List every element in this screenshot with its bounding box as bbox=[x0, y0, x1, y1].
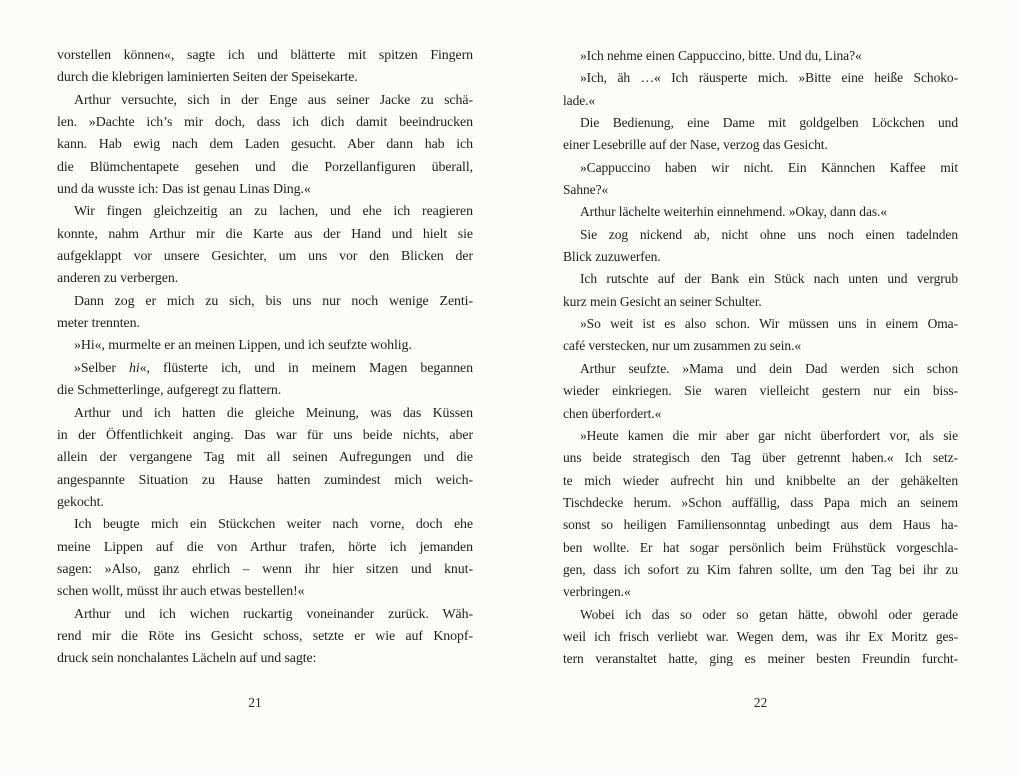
text-line: Sahne?« bbox=[563, 182, 609, 198]
text-line: Arthur seufzte. »Mama und dein Dad werden sich schon bbox=[580, 360, 958, 376]
text-line: te mich wieder aufrecht hin und knibbelte an der gehäkelten bbox=[563, 472, 958, 488]
text-line: kurz mein Gesicht an seiner Schulter. bbox=[563, 293, 762, 309]
text-line: konnte, nahm Arthur mir die Karte aus der Hand und hielt sie bbox=[57, 226, 473, 242]
text-line: len. »Dachte ich’s mir doch, dass ich dich damit beeindrucken bbox=[57, 115, 473, 131]
text-line: »Hi«, murmelte er an meinen Lippen, und ich seufzte wohlig. bbox=[74, 338, 412, 354]
text-line: »Cappuccino haben wir nicht. Ein Kännchen Kaffee mit bbox=[580, 159, 958, 175]
text-line: Wir fingen gleichzeitig an zu lachen, und ehe ich reagieren bbox=[74, 204, 473, 220]
text-line: in der Öffentlichkeit anging. Das war für uns beide nichts, aber bbox=[57, 427, 473, 443]
text-line: ben wollte. Er hat sogar persönlich beim Frühstück vorgeschla- bbox=[563, 539, 958, 555]
page-left-text bbox=[57, 45, 473, 671]
text-line: schen wollt, müsst ihr auch etwas bestellen!« bbox=[57, 584, 305, 600]
page-right-number: 22 bbox=[753, 695, 768, 710]
text-line: Wobei ich das so oder so getan hätte, obwohl oder gerade bbox=[580, 606, 958, 622]
text-line: gekocht. bbox=[57, 494, 104, 510]
text-line: Arthur versuchte, sich in der Enge aus seiner Jacke zu schä- bbox=[74, 92, 473, 108]
text-line: Blick zuzuwerfen. bbox=[563, 249, 661, 265]
text-line: Arthur und ich hatten die gleiche Meinung, was das Küssen bbox=[74, 405, 473, 421]
text-line: meine Lippen auf die von Arthur trafen, hörte ich jemanden bbox=[57, 539, 473, 555]
text-line: sagen: »Also, ganz ehrlich – wenn ihr hier sitzen und knut- bbox=[57, 561, 473, 577]
text-line: »So weit ist es also schon. Wir müssen uns in einem Oma- bbox=[580, 316, 958, 332]
text-line: verbringen.« bbox=[563, 584, 631, 600]
text-line: die Blümchentapete gesehen und die Porzellanfiguren überall, bbox=[57, 159, 473, 175]
text-line: angespannte Situation zu Hause hatten zumindest mich weich- bbox=[57, 472, 473, 488]
text-line: und da wusste ich: Das ist genau Linas Ding.« bbox=[57, 182, 311, 198]
text-line: lade.« bbox=[563, 92, 596, 108]
text-line: »Ich nehme einen Cappuccino, bitte. Und du, Lina?« bbox=[580, 48, 862, 63]
text-line: »Ich, äh …« Ich räusperte mich. »Bitte eine heiße Schoko- bbox=[580, 70, 958, 86]
text-line: sonst so heiligen Familiensonntag unbedingt aus dem Haus ha- bbox=[563, 517, 958, 533]
text-line: Dann zog er mich zu sich, bis uns nur noch wenige Zenti- bbox=[74, 293, 473, 309]
text-line: »Selber hi«, flüsterte ich, und in meinem Magen begannen bbox=[74, 360, 473, 376]
text-line: vorstellen können«, sagte ich und blätterte mit spitzen Fingern bbox=[57, 48, 473, 63]
text-line: kann. Hab ewig nach dem Laden gesucht. Aber dann hab ich bbox=[57, 137, 473, 153]
text-line: Sie zog nickend ab, nicht ohne uns noch einen tadelnden bbox=[580, 226, 958, 242]
text-line: café verstecken, nur um zusammen zu sein.« bbox=[563, 338, 802, 354]
text-line: Ich rutschte auf der Bank ein Stück nach unten und vergrub bbox=[580, 271, 958, 287]
text-line: druck sein nonchalantes Lächeln auf und sagte: bbox=[57, 651, 317, 667]
text-line: einer Lesebrille auf der Nase, verzog das Gesicht. bbox=[563, 137, 828, 153]
text-line: die Schmetterlinge, aufgeregt zu flattern. bbox=[57, 383, 282, 399]
text-line: Arthur und ich wichen ruckartig voneinander zurück. Wäh- bbox=[74, 606, 473, 622]
text-line: tern veranstaltet hatte, ging es meiner besten Freundin furcht- bbox=[563, 651, 958, 667]
page-left-number: 21 bbox=[248, 695, 262, 710]
text-line: weil ich frisch verliebt war. Wegen dem, was ihr Ex Moritz ges- bbox=[563, 628, 958, 644]
page-right-text bbox=[563, 45, 958, 671]
text-line: Tischdecke herum. »Schon auffällig, dass Papa mich an seinem bbox=[563, 494, 958, 510]
text-line: meter trennten. bbox=[57, 316, 140, 332]
text-line: Arthur lächelte weiterhin einnehmend. »Okay, dann das.« bbox=[580, 204, 887, 220]
text-line: chen überfordert.« bbox=[563, 405, 662, 421]
text-line: »Heute kamen die mir aber gar nicht überfordert vor, als sie bbox=[580, 427, 958, 443]
text-line: durch die klebrigen laminierten Seiten der Speisekarte. bbox=[57, 70, 358, 86]
text-line: rend mir die Röte ins Gesicht schoss, setzte er wie auf Knopf- bbox=[57, 628, 473, 644]
text-line: uns beide strategisch den Tag über getrennt haben.« Ich setz- bbox=[563, 450, 958, 466]
text-line: Die Bedienung, eine Dame mit goldgelben Löckchen und bbox=[580, 115, 958, 131]
text-line: anderen zu verbergen. bbox=[57, 271, 179, 287]
text-line: gen, dass ich sofort zu Kim fahren sollte, um den Tag bei ihr zu bbox=[563, 561, 958, 577]
text-line: aufgeklappt vor unsere Gesichter, um uns vor den Blicken der bbox=[57, 249, 473, 265]
text-line: allein der vergangene Tag mit all seinen Aufregungen und die bbox=[57, 450, 473, 466]
text-line: Ich beugte mich ein Stückchen weiter nach vorne, doch ehe bbox=[74, 517, 473, 533]
text-line: wieder einkriegen. Sie waren vielleicht gestern nur ein biss- bbox=[563, 383, 958, 399]
